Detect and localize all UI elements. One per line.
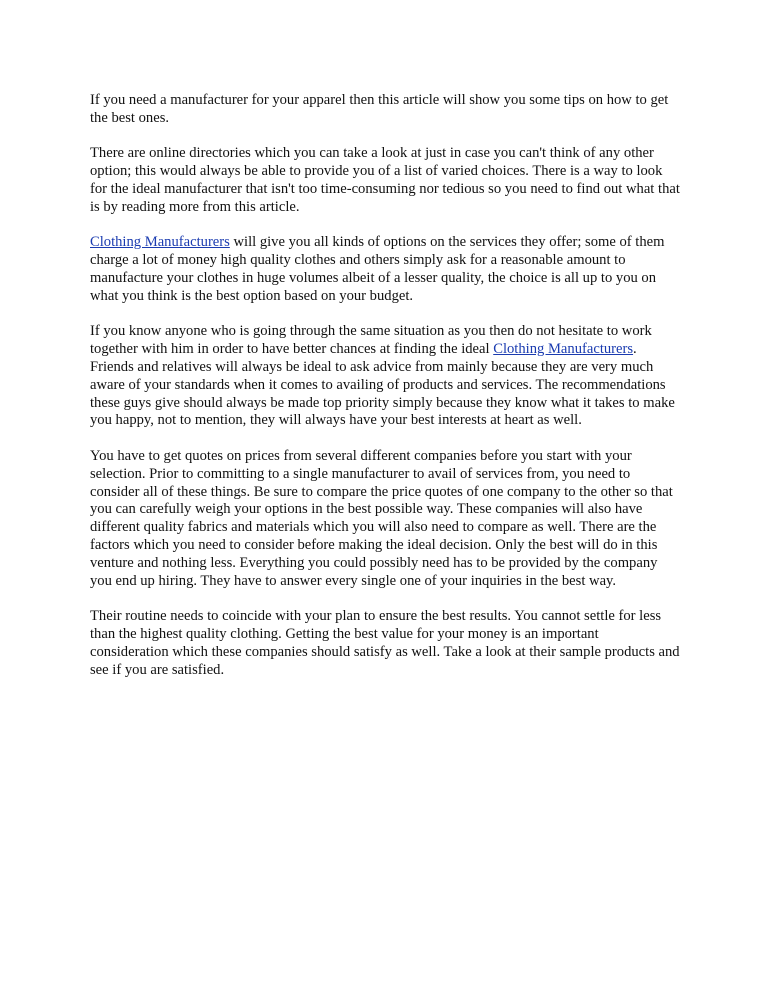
paragraph-quotes: You have to get quotes on prices from several different companies before you start with your selection. Prior to committing to a single manufacturer to avail of services from, you need to consider all of these things. Be sure to compare the price quotes of one company to the other so that you can carefully weigh your options in the best possible way. These companies will also have different quality fabrics and materials which you will also need to compare as well. There are the factors which you need to consider before making the ideal decision. Only the best will do in this venture and nothing less. Everything you could possibly need has to be provided by the company you end up hiring. They have to answer every single one of your inquiries in the best way. (90, 447, 673, 589)
paragraph-options-text: will give you all kinds of options on the services they offer; some of them charge a lot of money high quality clothes and others simply ask for a reasonable amount to manufacture your clothes in huge volumes albeit of a lesser quality, the choice is all up to you on what you think is the best option based on your budget. (90, 234, 665, 304)
paragraph-referrals (90, 323, 680, 430)
clothing-manufacturers-link[interactable]: Clothing Manufacturers (493, 341, 634, 358)
paragraph-routine: Their routine needs to coincide with your plan to ensure the best results. You cannot settle for less than the highest quality clothing. Getting the best value for your money is an important consideration which these companies should satisfy as well. Take a look at their sample products and see if you are satisfied. (90, 608, 680, 678)
document-body (90, 92, 680, 697)
paragraph-options (90, 234, 680, 305)
paragraph-directories: There are online directories which you can take a look at just in case you can't think of any other option; this would always be able to provide you of a list of varied choices. There is a way to look for the ideal manufacturer that isn't too time-consuming nor tedious so you need to find out what that is by reading more from this article. (90, 145, 680, 215)
clothing-manufacturers-link[interactable]: Clothing Manufacturers (90, 234, 230, 251)
paragraph-referrals-text-end: . Friends and relatives will always be ideal to ask advice from mainly because they are very much aware of your standards when it comes to availing of products and services. The recommendations these guys give should always be made top priority simply because they know what it takes to make you happy, not to mention, they will always have your best interests at heart as well. (90, 341, 675, 429)
paragraph-intro: If you need a manufacturer for your apparel then this article will show you some tips on how to get the best ones. (90, 92, 669, 126)
paragraph-referrals-text-start: If you know anyone who is going through the same situation as you then do not hesitate to work together with him in order to have better chances at finding the ideal (90, 323, 652, 358)
